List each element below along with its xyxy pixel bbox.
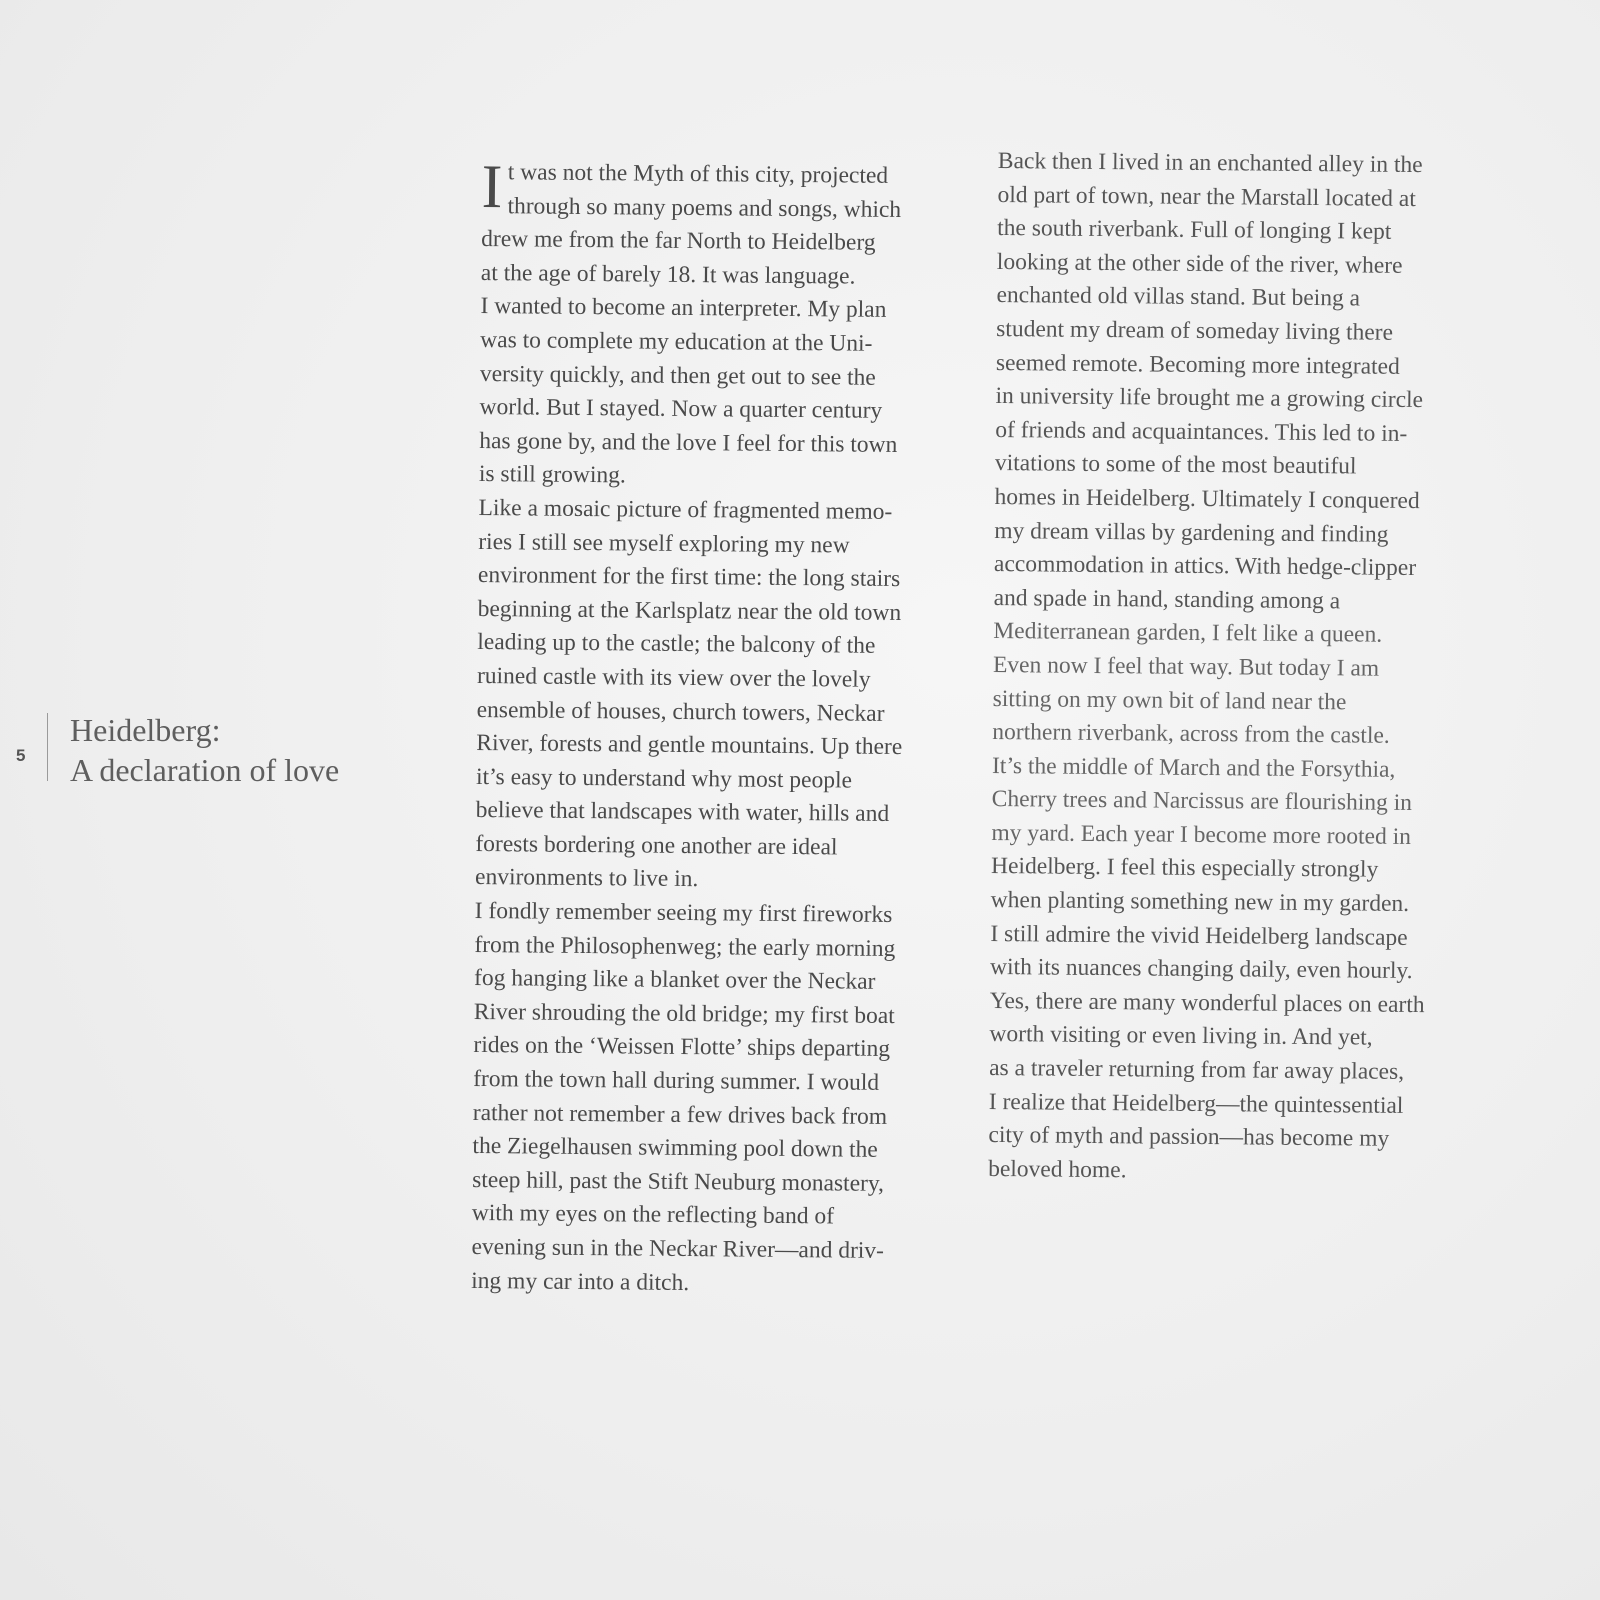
text-line: with my eyes on the reflecting band of: [471, 1200, 835, 1230]
text-line: fog hanging like a blanket over the Neckar: [473, 965, 876, 996]
chapter-title-line-1: Heidelberg:: [70, 712, 221, 748]
text-line: it’s easy to understand why most people: [475, 763, 853, 794]
text-line: environment for the first time: the long stairs: [477, 562, 901, 593]
text-line: student my dream of someday living there: [996, 315, 1394, 346]
text-line: drew me from the far North to Heidelberg: [481, 226, 876, 256]
text-line: my yard. Each year I become more rooted in: [991, 819, 1412, 850]
text-line: at the age of barely 18. It was language.: [480, 259, 856, 290]
text-line: Mediterranean garden, I felt like a queen.: [993, 618, 1383, 649]
text-line: the Ziegelhausen swimming pool down the: [472, 1133, 878, 1164]
text-line: Yes, there are many wonderful places on earth: [989, 987, 1425, 1018]
text-line: homes in Heidelberg. Ultimately I conquered: [994, 483, 1420, 515]
title-divider: [47, 713, 48, 781]
page-number: 5: [16, 746, 26, 765]
text-line: enchanted old villas stand. But being a: [996, 282, 1361, 312]
text-line: Like a mosaic picture of fragmented memo-: [478, 494, 893, 525]
text-line: rides on the ‘Weissen Flotte’ ships departing: [473, 1032, 891, 1063]
drop-cap: I: [481, 153, 503, 222]
text-line: is still growing.: [478, 461, 626, 489]
text-line: when planting something new in my garden.: [990, 887, 1410, 918]
text-line: leading up to the castle; the balcony of the: [477, 629, 876, 660]
text-line: was to complete my education at the Uni-: [480, 326, 873, 357]
text-line: from the Philosophenweg; the early morning: [474, 931, 896, 962]
text-line: It’s the middle of March and the Forsythia,: [991, 752, 1396, 783]
text-line: Even now I feel that way. But today I am: [992, 651, 1380, 682]
text-line: Cherry trees and Narcissus are flourishing in: [991, 786, 1413, 817]
text-line: beloved home.: [988, 1155, 1127, 1184]
text-line: and spade in hand, standing among a: [993, 584, 1341, 615]
text-line: worth visiting or even living in. And yet,: [989, 1021, 1373, 1052]
text-line: seemed remote. Becoming more integrated: [995, 349, 1400, 380]
text-line: from the town hall during summer. I would: [473, 1065, 880, 1096]
text-line: world. But I stayed. Now a quarter century: [479, 394, 883, 425]
text-line: of friends and acquaintances. This led to in-: [995, 416, 1408, 447]
text-line: River shrouding the old bridge; my first boat: [473, 998, 895, 1029]
text-line: rather not remember a few drives back from: [472, 1099, 888, 1130]
text-line: as a traveler returning from far away places,: [989, 1054, 1405, 1085]
text-line: in university life brought me a growing circle: [995, 383, 1424, 414]
text-line: looking at the other side of the river, where: [996, 248, 1403, 279]
text-line: city of myth and passion—has become my: [988, 1122, 1390, 1153]
text-line: versity quickly, and then get out to see the: [479, 360, 876, 391]
text-line: Heidelberg. I feel this especially strongly: [990, 853, 1379, 884]
text-line: I realize that Heidelberg—the quintessential: [988, 1088, 1404, 1119]
text-line: through so many poems and songs, which: [507, 192, 902, 223]
text-line: environments to live in.: [474, 864, 699, 893]
right-text-column: [988, 145, 1478, 1191]
text-line: the south riverbank. Full of longing I kept: [997, 215, 1392, 245]
text-line: steep hill, past the Stift Neuburg monastery,: [472, 1166, 885, 1197]
text-line: River, forests and gentle mountains. Up there: [476, 730, 903, 761]
text-line-content: t was not the Myth of this city, projected: [507, 159, 889, 189]
text-line: accommodation in attics. With hedge-clipper: [993, 551, 1417, 582]
text-line: northern riverbank, across from the castle.: [992, 719, 1390, 749]
text-line: with its nuances changing daily, even hourly.: [989, 954, 1413, 985]
text-line: beginning at the Karlsplatz near the old town: [477, 595, 902, 626]
text-line: ing my car into a ditch.: [471, 1267, 690, 1296]
text-line: has gone by, and the love I feel for this town: [479, 427, 898, 458]
text-line: I still admire the vivid Heidelberg landscape: [990, 920, 1408, 951]
text-line: forests bordering one another are ideal: [475, 830, 838, 861]
text-line: believe that landscapes with water, hills and: [475, 797, 890, 828]
text-line: I wanted to become an interpreter. My plan: [480, 293, 887, 324]
text-line: sitting on my own bit of land near the: [992, 685, 1347, 715]
chapter-title: [70, 710, 339, 790]
chapter-title-line-2: A declaration of love: [70, 752, 340, 788]
text-line: ensemble of houses, church towers, Neckar: [476, 696, 885, 727]
left-text-column: [471, 153, 962, 1303]
text-line: ries I still see myself exploring my new: [478, 528, 850, 559]
text-line: ruined castle with its view over the lovely: [476, 662, 871, 693]
text-line: vitations to some of the most beautiful: [994, 450, 1357, 480]
text-line: old part of town, near the Marstall located at: [997, 181, 1416, 212]
text-line: I fondly remember seeing my first fireworks: [474, 898, 893, 929]
text-line: my dream villas by gardening and finding: [994, 517, 1389, 548]
text-line: Back then I lived in an enchanted alley in the: [997, 147, 1423, 179]
text-line: evening sun in the Neckar River—and driv-: [471, 1233, 885, 1264]
